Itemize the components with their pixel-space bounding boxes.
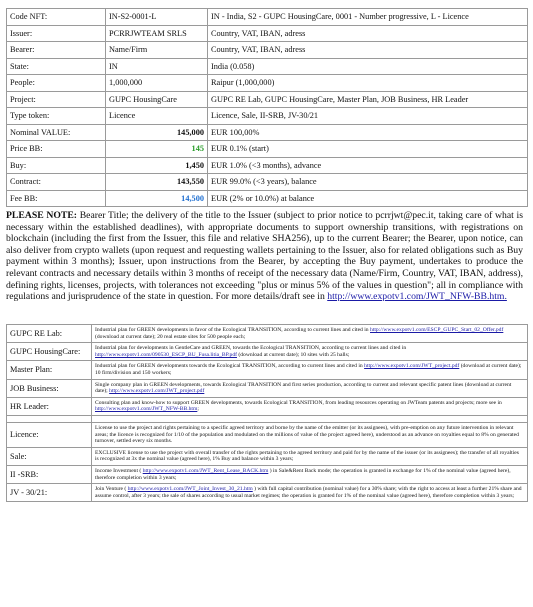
definition-text-part: (download at current date); 20 real estate sites for 500 people each; bbox=[95, 333, 246, 340]
definition-key: Licence: bbox=[7, 422, 92, 447]
row-detail: EUR 100,00% bbox=[208, 124, 528, 141]
table-row bbox=[7, 42, 528, 59]
definition-text-part: ) with full capital contribution (nominal value) for a 30% share; with the right to access at least a further 21% share and assume control, after 3 years; the sale of shares according to usual market regimes; the operation is granted for 1% of the nominal value (agreed here), therefore completion within 3 years; bbox=[95, 486, 522, 499]
definition-text-part: Industrial plan for GREEN developments towards the Ecological TRANSITION, according to current lines and cited in bbox=[95, 363, 365, 370]
nominal-value: 145,000 bbox=[106, 124, 208, 141]
definition-text-part: EXCLUSIVE license to use the project with overall transfer of the rights pertaining to the agreed territory and paid for by the name of the issuer (or its assignees); the transfer of all royalties is recognized at 3x the nominal value (agreed here), 1% Buy and balance within 3 years; bbox=[95, 449, 519, 463]
table-row bbox=[7, 325, 528, 343]
details-link[interactable]: http://www.expotv1.com/JWT_NFW-BB.htm. bbox=[327, 291, 507, 303]
table-row bbox=[7, 58, 528, 75]
definition-text-part: License to use the project and rights pertaining to a specific agreed territory and borne by the name of the emitter (or its assignees), with pre-emption on any future intervention in relevant areas; the licence is recognized for 1/10 of the population and modulated on the millions of value of the project agreed here), understood as an advance on royalties equal to 8% on generated turnover, settled every six months. bbox=[95, 424, 519, 445]
fee-bb-value: 14,500 bbox=[106, 190, 208, 207]
definition-text-part: (download at current date); 10 sites with 25 halls; bbox=[236, 351, 350, 358]
table-row bbox=[7, 465, 528, 483]
table-spacer bbox=[7, 415, 528, 422]
row-key: People: bbox=[7, 75, 106, 92]
definition-text-part: Income Investment ( bbox=[95, 467, 143, 474]
table-row bbox=[7, 25, 528, 42]
row-detail: Licence, Sale, II-SRB, JV-30/21 bbox=[208, 108, 528, 125]
row-key: Price BB: bbox=[7, 141, 106, 158]
spacer-cell bbox=[7, 415, 92, 422]
row-detail: IN - India, S2 - GUPC HousingCare, 0001 - Number progressive, L - Licence bbox=[208, 9, 528, 26]
definition-key: HR Leader: bbox=[7, 397, 92, 415]
row-value: IN bbox=[106, 58, 208, 75]
definition-link[interactable]: http://www.expotv1.com/JWT_Rent_Lease_BACK.htm bbox=[142, 467, 269, 474]
row-detail: India (0.058) bbox=[208, 58, 528, 75]
row-detail: Country, VAT, IBAN, adress bbox=[208, 25, 528, 42]
table-row bbox=[7, 361, 528, 379]
table-row bbox=[7, 484, 528, 502]
project-definitions-table bbox=[6, 324, 528, 502]
definition-link[interactable]: http://www.expotv1.com/JWT_NFW-BB.htm bbox=[95, 406, 198, 413]
row-key: Code NFT: bbox=[7, 9, 106, 26]
table-row bbox=[7, 124, 528, 141]
definition-text bbox=[92, 379, 528, 397]
nft-details-table bbox=[6, 8, 528, 207]
table-row bbox=[7, 91, 528, 108]
please-note-paragraph bbox=[6, 210, 523, 303]
table-row bbox=[7, 9, 528, 26]
table-row bbox=[7, 422, 528, 447]
definition-link[interactable]: http://www.expotv1.com/ESCP_GUPC_Start_02_Offer.pdf bbox=[370, 327, 504, 333]
definition-key: JOB Business: bbox=[7, 379, 92, 397]
definition-text-part: Industrial plan for developments in GentleCare and GREEN, towards the Ecological TRANSITION, according to current lines and cited in bbox=[95, 345, 407, 352]
table-row bbox=[7, 174, 528, 191]
row-value: Licence bbox=[106, 108, 208, 125]
definition-key: GUPC RE Lab: bbox=[7, 325, 92, 343]
definition-link[interactable]: http://www.expotv1.com/JWT_Joint_Invest_30_21.htm bbox=[127, 486, 253, 493]
definition-key: GUPC HousingCare: bbox=[7, 343, 92, 361]
definition-key: II -SRB: bbox=[7, 465, 92, 483]
row-detail: EUR (2% or 10.0%) at balance bbox=[208, 190, 528, 207]
table-row bbox=[7, 190, 528, 207]
table-row bbox=[7, 75, 528, 92]
row-key: Buy: bbox=[7, 157, 106, 174]
definition-text-part: Single company plan in GREEN developments, towards Ecological TRANSITION and first series production, according to current and relevant specific patent lines (download at current date); bbox=[95, 381, 512, 395]
definition-text bbox=[92, 361, 528, 379]
row-key: State: bbox=[7, 58, 106, 75]
definition-text-part: Join Venture ( bbox=[95, 486, 128, 493]
row-key: Type token: bbox=[7, 108, 106, 125]
definition-link[interactable]: http://www.expotv1.com/JWT_project.pdf bbox=[364, 363, 460, 370]
row-detail: EUR 99.0% (<3 years), balance bbox=[208, 174, 528, 191]
row-value: 1,000,000 bbox=[106, 75, 208, 92]
row-value: GUPC HousingCare bbox=[106, 91, 208, 108]
definition-link[interactable]: http://www.expotv1.com/JWT_project.pdf bbox=[109, 388, 205, 395]
row-detail: Country, VAT, IBAN, adress bbox=[208, 42, 528, 59]
table-row bbox=[7, 157, 528, 174]
row-value: IN-S2-0001-L bbox=[106, 9, 208, 26]
table-row bbox=[7, 447, 528, 465]
definition-text bbox=[92, 465, 528, 483]
definition-text-part: ; bbox=[197, 406, 199, 413]
row-key: Bearer: bbox=[7, 42, 106, 59]
definition-text-part: ) in Sale&Rent Back mode; the operation is granted in exchange for 1% of the nominal value (agreed here), therefore completion within 3 years; bbox=[95, 467, 511, 481]
table-row bbox=[7, 343, 528, 361]
row-detail: EUR 0.1% (start) bbox=[208, 141, 528, 158]
row-key: Issuer: bbox=[7, 25, 106, 42]
note-text: Bearer Title; the delivery of the title to the Issuer (subject to prior notice to pcrrjwt@pec.it, taking care of what is necessary within the established deadlines), with appropriate documents to support ownership transitions, with registrations on blockchain (including the first from the Issuer, this file and relative SHA256), up to the current Bearer; the Bearer, upon notice, can also deliver from crypto wallets (upon request and requesting wallets pertaining to the Issuer, also for related obligations such as Buy payment within 3 months); Issuer, upon instructions from the Bearer, by accepting the Buy payment, undertakes to produce the relevant contracts and necessary details within 3 months of receipt of the necessary data (Name/Firm, Country, VAT, IBAN, address), defining rights, licenses, projects, with tolerances not exceeding "plus or minus 5% of the values in question"; all in compliance with regulations and jurisprudence of the state in question. For more details/draft see in bbox=[6, 210, 523, 303]
table-row bbox=[7, 141, 528, 158]
definition-text-part: Consulting plan and know-how to support GREEN developments, towards Ecological TRANSITION, from leading resources operating on JWTeam patents and projects; more see in bbox=[95, 399, 502, 406]
row-value: Name/Firm bbox=[106, 42, 208, 59]
definition-text bbox=[92, 422, 528, 447]
table-row bbox=[7, 379, 528, 397]
definition-text bbox=[92, 397, 528, 415]
definition-key: Sale: bbox=[7, 447, 92, 465]
definition-text bbox=[92, 343, 528, 361]
definition-link[interactable]: http://www.expotv1.com/090530_ESCP_BU_Fusa.litia_BP.pdf bbox=[95, 351, 237, 358]
definition-text-part: (download at current date); 10 firm/division and 150 workers; bbox=[95, 363, 522, 376]
table-row bbox=[7, 108, 528, 125]
row-key: Contract: bbox=[7, 174, 106, 191]
row-key: Nominal VALUE: bbox=[7, 124, 106, 141]
definition-text bbox=[92, 447, 528, 465]
price-bb-value: 145 bbox=[106, 141, 208, 158]
row-key: Fee BB: bbox=[7, 190, 106, 207]
contract-value: 143,550 bbox=[106, 174, 208, 191]
row-value: PCRRJWTEAM SRLS bbox=[106, 25, 208, 42]
row-detail: Raipur (1,000,000) bbox=[208, 75, 528, 92]
row-detail: GUPC RE Lab, GUPC HousingCare, Master Plan, JOB Business, HR Leader bbox=[208, 91, 528, 108]
definition-text-part: Industrial plan for GREEN developments in favor of the Ecological TRANSITION, according to current lines and cited in bbox=[95, 327, 371, 333]
row-key: Project: bbox=[7, 91, 106, 108]
note-label: PLEASE NOTE: bbox=[6, 210, 78, 221]
definition-text bbox=[92, 484, 528, 502]
definition-key: Master Plan: bbox=[7, 361, 92, 379]
buy-value: 1,450 bbox=[106, 157, 208, 174]
definition-text bbox=[92, 325, 528, 343]
definition-key: JV - 30/21: bbox=[7, 484, 92, 502]
spacer-cell bbox=[92, 415, 528, 422]
table-row bbox=[7, 397, 528, 415]
row-detail: EUR 1.0% (<3 months), advance bbox=[208, 157, 528, 174]
